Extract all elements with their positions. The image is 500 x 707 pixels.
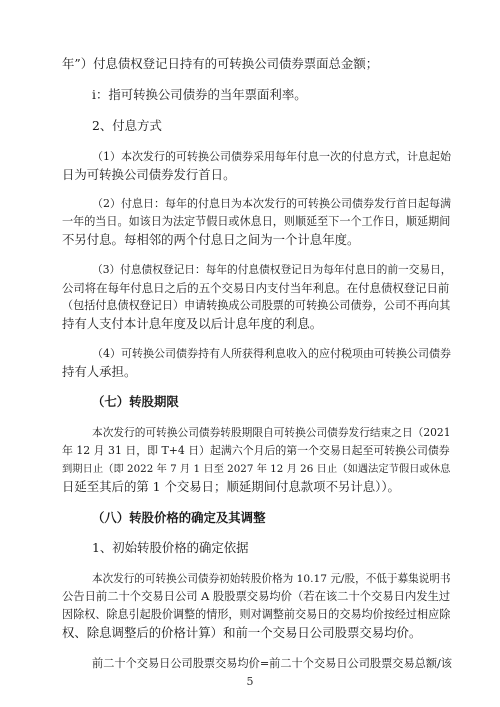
text-line: 一年的当日。如该日为法定节假日或休息日，则顺延至下一个工作日，顺延期间 <box>62 215 451 228</box>
text-line: 不另付息。每相邻的两个付息日之间为一个计息年度。 <box>62 232 360 247</box>
text-line: 日延至其后的第 1 个交易日；顺延期间付息款项不另计息））。 <box>62 479 400 494</box>
text-line: 权、除息调整后的价格计算）和前一个交易日公司股票交易均价。 <box>62 625 422 640</box>
text-line: 前二十个交易日公司股票交易均价=前二十个交易日公司股票交易总额/该 <box>92 657 452 670</box>
section-heading: （七）转股期限 <box>92 394 179 409</box>
text-line: 日为可转换公司债券发行首日。 <box>62 167 236 182</box>
text-line: （1）本次发行的可转换公司债券采用每年付息一次的付息方式，计息起始 <box>92 150 451 163</box>
text-line: 公告日前二十个交易日公司 A 股股票交易均价（若在该二十个交易日内发生过 <box>62 590 451 603</box>
text-line: 1、初始转股价格的确定依据 <box>92 540 249 555</box>
text-line: （2）付息日：每年的付息日为本次发行的可转换公司债券发行首日起每满 <box>92 197 451 210</box>
text-line: 持有人支付本计息年度及以后计息年度的利息。 <box>62 316 323 331</box>
page-number: 5 <box>246 675 254 688</box>
text-line: 公司将在每年付息日之后的五个交易日内支付当年利息。在付息债权登记日前 <box>62 281 450 295</box>
text-line: 2、付息方式 <box>92 118 162 133</box>
section-heading: （八）转股价格的确定及其调整 <box>92 510 266 525</box>
text-line: （4）可转换公司债券持有人所获得利息收入的应付税项由可转换公司债券 <box>92 347 451 360</box>
text-line: 本次发行的可转换公司债券初始转股价格为 10.17 元/股，不低于募集说明书 <box>92 573 451 585</box>
text-line: 年 12 月 31 日，即 T+4 日）起满六个月后的第一个交易日起至可转换公司债券 <box>62 444 450 457</box>
text-line: 本次发行的可转换公司债券转股期限自可转换公司债券发行结束之日（2021 <box>92 426 451 439</box>
text-line: 到期日止（即 2022 年 7 月 1 日至 2027 年 12 月 26 日止（如遇法定节假日或休息 <box>62 463 451 475</box>
text-line: 因除权、除息引起股价调整的情形，则对调整前交易日的交易均价按经过相应除 <box>62 608 451 621</box>
text-line: i：指可转换公司债券的当年票面利率。 <box>92 87 307 102</box>
text-line: 年”）付息债权登记日持有的可转换公司债券票面总金额； <box>62 56 379 71</box>
text-line: （包括付息债权登记日）申请转换成公司股票的可转换公司债券，公司不再向其 <box>62 299 451 312</box>
text-line: 持有人承担。 <box>62 364 137 379</box>
text-line: （3）付息债权登记日：每年的付息债权登记日为每年付息日的前一交易日， <box>92 263 452 276</box>
